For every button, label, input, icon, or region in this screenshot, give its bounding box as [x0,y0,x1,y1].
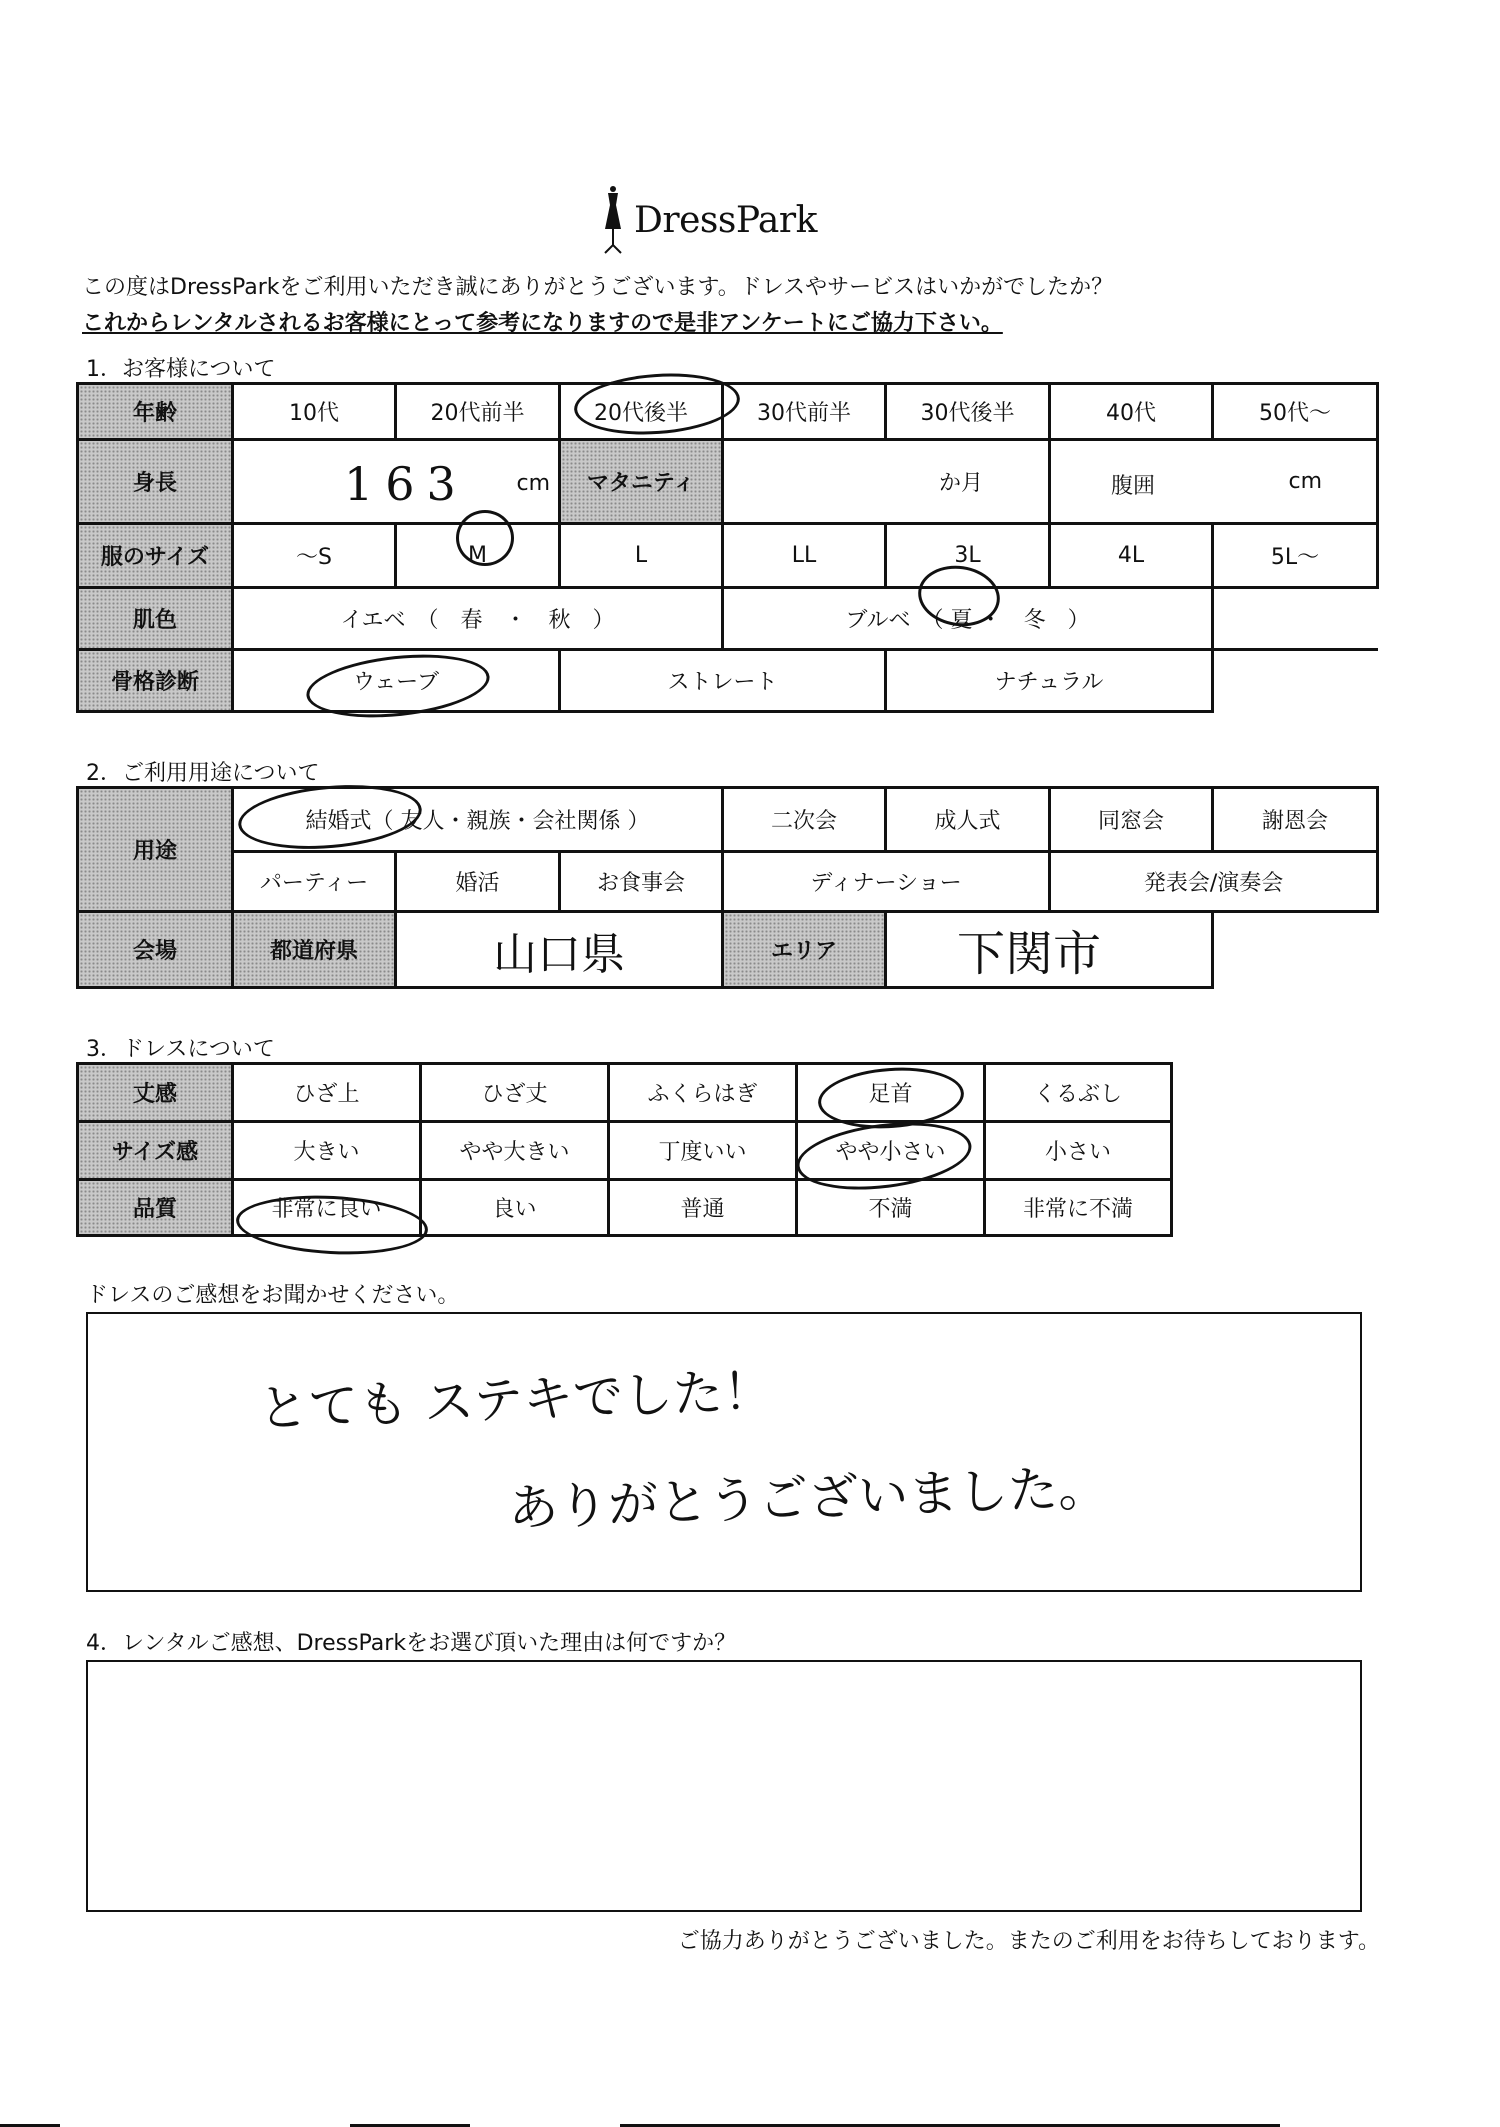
skin-label: 肌色 [78,588,233,650]
age-option-late-30s[interactable]: 30代後半 [886,384,1050,440]
quality-normal[interactable]: 普通 [609,1180,797,1236]
body-option-natural[interactable]: ナチュラル [886,650,1213,712]
size-label: 服のサイズ [78,524,233,588]
belly-unit: cm [1288,469,1322,494]
size-option-3l[interactable]: 3L [886,524,1050,588]
empty-cell [1213,650,1378,712]
size-option-l[interactable]: L [560,524,723,588]
length-calf[interactable]: ふくらはぎ [609,1064,797,1122]
dresspark-logo [600,180,840,260]
height-unit: cm [516,471,550,496]
quality-unsatisfied[interactable]: 不満 [797,1180,985,1236]
size-option-s[interactable]: ～S [233,524,396,588]
maternity-months-field[interactable] [723,440,1050,524]
purpose-wedding[interactable]: 結婚式（ 友人・親族・会社関係 ） [233,788,723,852]
skin-yellow-base[interactable]: イエベ （ 春 ・ 秋 ） [233,588,723,650]
purpose-party[interactable]: パーティー [233,852,396,912]
dress-form-icon [600,185,626,255]
purpose-coming-of-age[interactable]: 成人式 [886,788,1050,852]
belly-field[interactable] [1050,440,1378,524]
size-option-5l[interactable]: 5L～ [1213,524,1378,588]
area-value[interactable]: 下関市 [886,912,1213,988]
intro-line-2: これからレンタルされるお客様にとって参考になりますので是非アンケートにご協力下さい。 [82,311,1003,336]
quality-very-unsatisfied[interactable]: 非常に不満 [985,1180,1172,1236]
empty-cell [1213,588,1378,650]
body-option-straight[interactable]: ストレート [560,650,886,712]
purpose-label: 用途 [78,788,233,912]
purpose-thank-you-party[interactable]: 謝恩会 [1213,788,1378,852]
area-label: エリア [723,912,886,988]
section2-title: 2．ご利用用途について [86,761,320,786]
reason-answer-box[interactable] [86,1660,1362,1912]
length-ankle-bone[interactable]: くるぶし [985,1064,1172,1122]
comment-line-1: とても ステキでした！ [257,1362,774,1438]
footer-thanks: ご協力ありがとうございました。またのご利用をお待ちしております。 [677,1929,1380,1954]
fit-just-right[interactable]: 丁度いい [609,1122,797,1180]
purpose-after-party[interactable]: 二次会 [723,788,886,852]
length-label: 丈感 [78,1064,233,1122]
height-label: 身長 [78,440,233,524]
section3-title: 3．ドレスについて [86,1037,275,1062]
purpose-konkatsu[interactable]: 婚活 [396,852,560,912]
purpose-dinner-show[interactable]: ディナーショー [723,852,1050,912]
quality-very-good[interactable]: 非常に良い [233,1180,421,1236]
skin-blue-prefix: ブルベ （ [845,608,944,633]
fit-slightly-small[interactable]: やや小さい [797,1122,985,1180]
age-option-early-20s[interactable]: 20代前半 [396,384,560,440]
skin-blue-suffix: ・ 冬 ） [979,608,1090,633]
selection-circle-size [456,510,514,566]
belly-label: 腹囲 [1111,474,1156,499]
prefecture-label: 都道府県 [233,912,396,988]
body-type-label: 骨格診断 [78,650,233,712]
age-option-early-30s[interactable]: 30代前半 [723,384,886,440]
months-unit: か月 [938,471,983,496]
length-ankle[interactable]: 足首 [797,1064,985,1122]
body-option-wave[interactable]: ウェーブ [233,650,560,712]
size-option-4l[interactable]: 4L [1050,524,1213,588]
quality-good[interactable]: 良い [421,1180,609,1236]
section4-title: 4．レンタルご感想、DressParkをお選び頂いた理由は何ですか？ [86,1631,737,1656]
fit-small[interactable]: 小さい [985,1122,1172,1180]
height-value: 163 [344,457,468,511]
length-knee[interactable]: ひざ丈 [421,1064,609,1122]
fit-label: サイズ感 [78,1122,233,1180]
age-option-40s[interactable]: 40代 [1050,384,1213,440]
empty-cell [1213,912,1378,988]
skin-blue-summer[interactable]: 夏 [950,608,973,633]
purpose-reunion[interactable]: 同窓会 [1050,788,1213,852]
height-field[interactable] [233,440,560,524]
size-option-ll[interactable]: LL [723,524,886,588]
size-option-m[interactable]: M [396,524,560,588]
comment-prompt: ドレスのご感想をお聞かせください。 [86,1283,460,1308]
purpose-dinner[interactable]: お食事会 [560,852,723,912]
age-option-late-20s[interactable]: 20代後半 [560,384,723,440]
age-label: 年齢 [78,384,233,440]
age-option-10s[interactable]: 10代 [233,384,396,440]
prefecture-value[interactable]: 山口県 [396,912,723,988]
customer-info-table [76,382,1379,713]
maternity-label: マタニティ [560,440,723,524]
dress-comment-box[interactable] [86,1312,1362,1592]
length-above-knee[interactable]: ひざ上 [233,1064,421,1122]
fit-slightly-large[interactable]: やや大きい [421,1122,609,1180]
fit-large[interactable]: 大きい [233,1122,421,1180]
brand-name: DressPark [634,199,817,241]
venue-label: 会場 [78,912,233,988]
purpose-recital[interactable]: 発表会/演奏会 [1050,852,1378,912]
comment-line-2: ありがとうございました。 [507,1458,1109,1538]
intro-line-1: この度はDressParkをご利用いただき誠にありがとうございます。ドレスやサービスはいかがでしたか？ [82,275,1114,300]
section1-title: 1．お客様について [86,357,276,382]
age-option-50s[interactable]: 50代～ [1213,384,1378,440]
quality-label: 品質 [78,1180,233,1236]
